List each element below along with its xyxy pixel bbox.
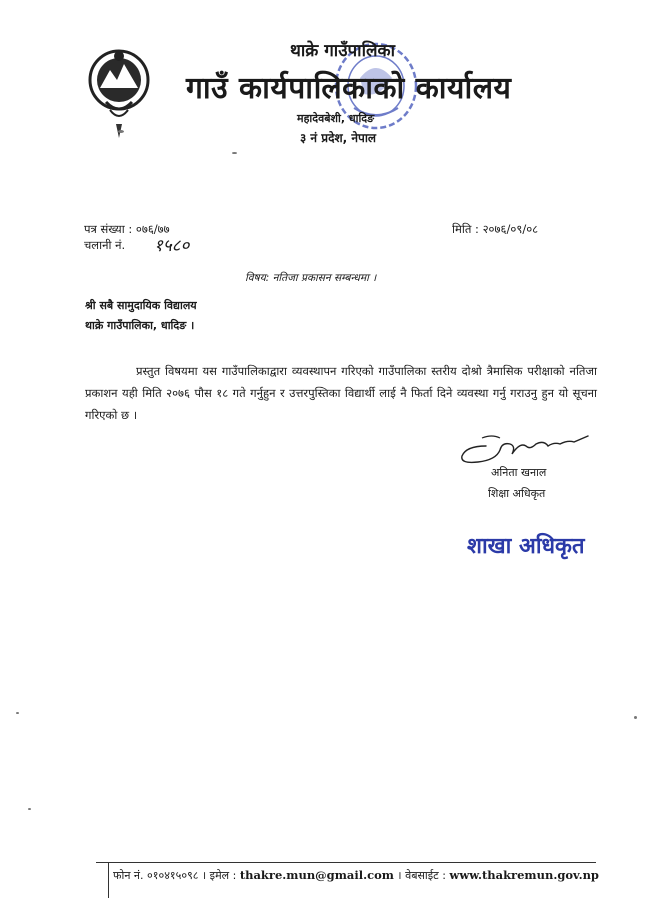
footer-website[interactable]: www.thakremun.gov.np xyxy=(449,868,599,882)
nepal-emblem-icon xyxy=(86,44,152,144)
scan-speck xyxy=(28,808,31,810)
letter-subject: विषय: नतिजा प्रकासन सम्बन्धमा । xyxy=(245,272,377,284)
section-officer-stamp: शाखा अधिकृत xyxy=(467,534,585,559)
scan-speck xyxy=(634,716,637,719)
scan-speck xyxy=(16,712,19,714)
office-title: गाउँ कार्यपालिकाको कार्यालय xyxy=(186,71,512,106)
addressee-line-1: श्री सबै सामुदायिक विद्यालय xyxy=(85,299,197,312)
letter-body: प्रस्तुत विषयमा यस गाउँपालिकाद्वारा व्यवस्थापन गरिएको गाउँपालिका स्तरीय दोश्रो त्रैमासिक परीक्षाको नतिजा प्रकाशन यही मिति २०७६ पौस १८ गते गर्नुहुन र उत्तरपुस्तिका विद्यार्थी लाई नै फिर्ता दिने व्यवस्था गर्नु गराउनु हुन यो सूचना गरिएको छ । xyxy=(85,364,597,422)
municipality-name: थाक्रे गाउँपालिका xyxy=(290,41,395,61)
letter-date: मिति : २०७६/०९/०८ xyxy=(452,222,539,236)
signer-name: अनिता खनाल xyxy=(491,466,547,479)
province-line: ३ नं प्रदेश, नेपाल xyxy=(300,131,377,145)
dispatch-number-label: चलानी नं. xyxy=(84,238,126,252)
office-location: महादेवबेशी, धादिङ xyxy=(297,112,375,125)
scan-speck xyxy=(118,130,124,133)
footer-divider-vertical xyxy=(108,862,109,898)
footer-email[interactable]: thakre.mun@gmail.com xyxy=(239,868,394,882)
dispatch-number-value: १५८० xyxy=(154,236,190,256)
footer-phone: फोन नं. ०१०४१५०९८ । इमेल : xyxy=(113,869,237,882)
scan-speck xyxy=(232,152,237,154)
handwritten-signature-icon xyxy=(456,428,596,468)
reference-number: पत्र संख्या : ०७६/७७ xyxy=(84,222,170,236)
footer-contact xyxy=(113,868,599,883)
footer-website-label: । वेबसाईट : xyxy=(397,869,446,882)
signer-title: शिक्षा अधिकृत xyxy=(488,487,546,500)
addressee-line-2: थाक्रे गाउँपालिका, धादिङ । xyxy=(85,319,195,332)
footer-divider xyxy=(96,862,596,863)
